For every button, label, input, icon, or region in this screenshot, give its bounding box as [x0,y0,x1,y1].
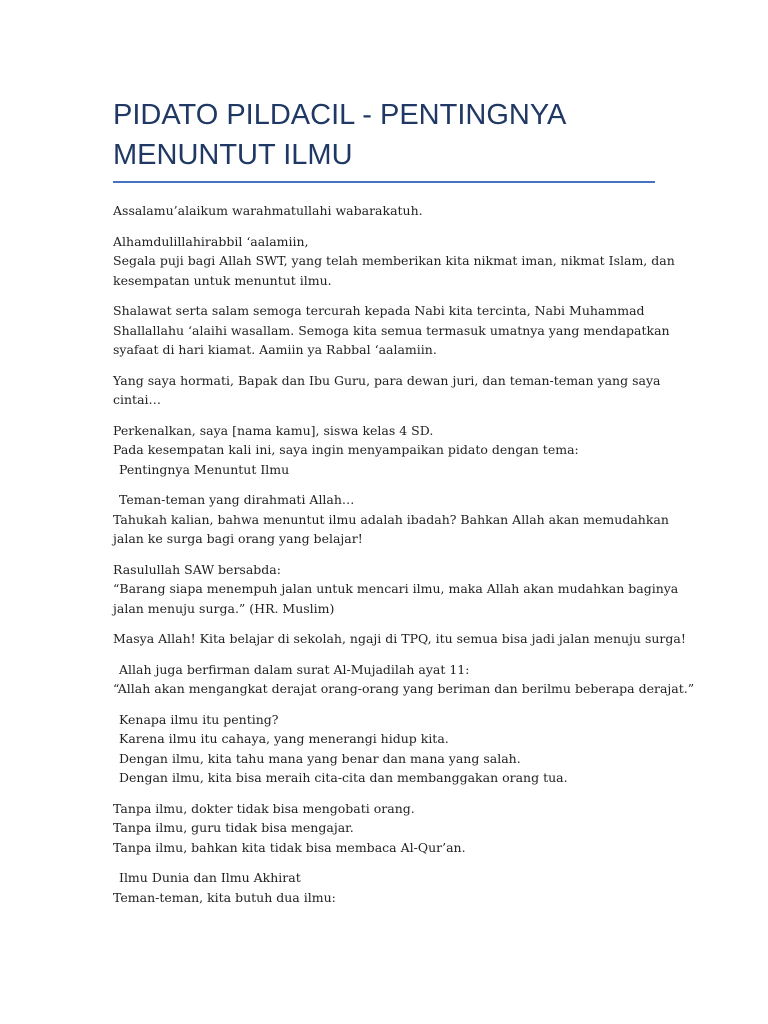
paragraph [113,421,658,480]
text-line: kesempatan untuk menuntut ilmu. [113,272,332,288]
paragraph [113,710,658,788]
text-line: “Allah akan mengangkat derajat orang-orang yang beriman dan berilmu beberapa derajat.” [113,681,695,696]
text-line: Tahukah kalian, bahwa menuntut ilmu adalah ibadah? Bahkan Allah akan memudahkan [113,511,669,527]
paragraph [113,232,675,291]
text-line: Karena ilmu itu cahaya, yang menerangi hidup kita. [119,731,449,746]
text-line: Kenapa ilmu itu penting? [119,711,279,727]
paragraph [113,868,658,907]
paragraph [113,629,686,649]
text-line: syafaat di hari kiamat. Aamiin ya Rabbal ‘aalamiin. [113,342,437,357]
paragraph [113,201,658,221]
text-line: cintai… [113,392,162,407]
text-line: Teman-teman, kita butuh dua ilmu: [113,889,336,905]
title-line: MENUNTUT ILMU [113,139,353,171]
paragraph [113,560,679,619]
text-line: Tanpa ilmu, guru tidak bisa mengajar. [113,820,354,835]
paragraph [113,301,670,360]
text-line: Dengan ilmu, kita tahu mana yang benar dan mana yang salah. [119,750,521,766]
text-line: Alhamdulillahirabbil ‘aalamiin, [113,233,309,249]
text-line: Teman-teman yang dirahmati Allah… [119,492,355,507]
text-line: jalan menuju surga.” (HR. Muslim) [113,600,335,616]
text-line: Pentingnya Menuntut Ilmu [119,461,290,477]
text-line: Ilmu Dunia dan Ilmu Akhirat [119,870,301,885]
paragraph [113,660,695,699]
text-line: Tanpa ilmu, bahkan kita tidak bisa membaca Al-Qur’an. [113,839,466,855]
paragraph [113,371,661,410]
text-line: Dengan ilmu, kita bisa meraih cita-cita dan membanggakan orang tua. [119,770,568,785]
text-line: “Barang siapa menempuh jalan untuk mencari ilmu, maka Allah akan mudahkan baginya [113,581,679,596]
text-line: Rasulullah SAW bersabda: [113,561,281,577]
text-line: Shalawat serta salam semoga tercurah kepada Nabi kita tercinta, Nabi Muhammad [113,303,645,318]
document-body [113,201,695,907]
paragraph [113,799,658,858]
text-line: Perkenalkan, saya [nama kamu], siswa kelas 4 SD. [113,422,434,438]
text-line: Allah juga berfirman dalam surat Al-Mujadilah ayat 11: [119,661,470,677]
text-line: Segala puji bagi Allah SWT, yang telah memberikan kita nikmat iman, nikmat Islam, dan [113,253,675,268]
text-line: Tanpa ilmu, dokter tidak bisa mengobati orang. [113,800,415,816]
title-line: PIDATO PILDACIL - PENTINGNYA [113,99,567,131]
text-line: Pada kesempatan kali ini, saya ingin menyampaikan pidato dengan tema: [113,442,579,457]
text-line: Yang saya hormati, Bapak dan Ibu Guru, para dewan juri, dan teman-teman yang saya [113,372,661,388]
text-line: Shallallahu ‘alaihi wasallam. Semoga kita semua termasuk umatnya yang mendapatkan [113,322,670,338]
document-title [113,0,653,175]
text-line: jalan ke surga bagi orang yang belajar! [113,531,363,546]
text-line: Assalamu’alaikum warahmatullahi wabarakatuh. [113,203,423,218]
title-divider [113,181,655,183]
paragraph [113,490,669,549]
text-line: Masya Allah! Kita belajar di sekolah, ngaji di TPQ, itu semua bisa jadi jalan menuju surga! [113,631,686,646]
